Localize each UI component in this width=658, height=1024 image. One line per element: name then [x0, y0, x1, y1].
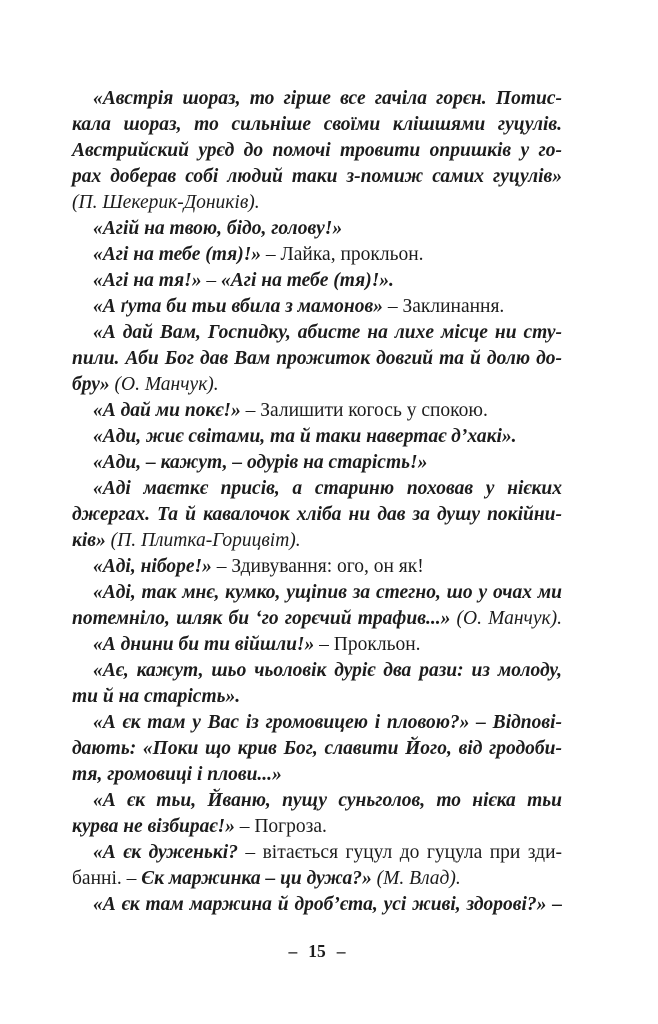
text-line [72, 892, 562, 918]
page-number-label: – 15 – [288, 941, 346, 961]
text-segment: (О. Манчук). [114, 374, 219, 395]
text-line [72, 216, 562, 242]
text-segment: Єк маржинка – ци дужа?» [141, 868, 377, 889]
text-segment: – [206, 270, 221, 291]
text-segment: – Заклинання. [387, 296, 505, 317]
text-segment: ти й на старість». [72, 686, 241, 707]
text-segment: «А дай Вам, Госпидку, абисте на лихе місце ни сту- [93, 322, 562, 343]
text-segment: ків» [72, 530, 111, 551]
text-segment: тя, громовиці і плови...» [72, 764, 282, 785]
text-segment: «Ади, – кажут, – одурів на старість!» [93, 452, 428, 473]
text-line [72, 398, 562, 424]
text-segment: «А єк дуженькі? [93, 842, 246, 863]
text-segment: «А дай ми покє!» [93, 400, 246, 421]
text-line [72, 528, 562, 554]
text-line [72, 840, 562, 866]
text-segment: «А ґута би тьи вбила з мамонов» [93, 296, 388, 317]
text-line [72, 242, 562, 268]
text-line [72, 710, 562, 736]
text-segment: потемніло, шляк би ‘го горєчий трафив...» [72, 608, 457, 629]
text-segment: «Аді маєткє присів, а стариню поховав у нієких [93, 478, 562, 499]
text-segment: – Лайка, прокльон. [265, 244, 424, 265]
text-line [72, 86, 562, 112]
text-line [72, 476, 562, 502]
text-line [72, 606, 562, 632]
text-segment: (М. Влад). [376, 868, 461, 889]
text-segment: дають: «Поки що крив Бог, славити Його, від гродоби- [72, 738, 562, 759]
text-segment: «Австрія шораз, то гірше все гачіла горєн. Потис- [93, 88, 562, 109]
text-line [72, 814, 562, 840]
text-segment: – Залишити когось у спокою. [245, 400, 488, 421]
page-text [72, 86, 562, 918]
text-line [72, 658, 562, 684]
text-segment: кала шораз, то сильніше своїми клішшями гуцулів. [72, 114, 562, 135]
text-segment: – вітається гуцул до гуцула при зди- [245, 842, 563, 863]
text-segment: – Здивування: ого, он як! [216, 556, 424, 577]
text-line [72, 762, 562, 788]
text-segment: «А днини би ти війшли!» [93, 634, 320, 655]
text-segment: «Ає, кажут, шьо чьоловік дуріє два рази: из молоду, [93, 660, 562, 681]
text-segment: – Прокльон. [319, 634, 421, 655]
text-segment: рах доберав собі людий таки з-помиж самих гуцулів» [72, 166, 562, 187]
text-segment: – Погроза. [239, 816, 327, 837]
text-line [72, 138, 562, 164]
text-line [72, 450, 562, 476]
text-segment: бру» [72, 374, 115, 395]
text-segment: «Ади, жиє світами, та й таки навертає д’хакі». [93, 426, 517, 447]
text-segment: (П. Шекерик-Доників). [72, 192, 260, 213]
text-line [72, 684, 562, 710]
text-segment: «Аді, так мнє, кумко, ущіпив за стегно, шо у очах ми [93, 582, 562, 603]
text-segment: Австрийский урєд до помочі тровити опришків у го- [72, 140, 562, 161]
text-segment: банні. – [72, 868, 142, 889]
page-number [72, 941, 562, 962]
text-segment: «А єк там маржина й дроб’єта, усі живі, здорові?» – [93, 894, 562, 915]
text-line [72, 268, 562, 294]
text-segment: курва не візбирає!» [72, 816, 240, 837]
text-line [72, 320, 562, 346]
text-line [72, 190, 562, 216]
text-line [72, 164, 562, 190]
text-line [72, 788, 562, 814]
text-line [72, 736, 562, 762]
text-segment: «Агій на твою, бідо, голову!» [93, 218, 343, 239]
text-line [72, 424, 562, 450]
text-segment: (О. Манчук). [456, 608, 562, 629]
text-line [72, 632, 562, 658]
text-segment: «А єк тьи, Йваню, пущу суньголов, то нієка тьи [93, 790, 562, 811]
text-line [72, 554, 562, 580]
text-line [72, 346, 562, 372]
text-segment: «Агі на тебе (тя)!» [93, 244, 266, 265]
text-line [72, 866, 562, 892]
text-line [72, 502, 562, 528]
text-segment: «Агі на тя!» [93, 270, 207, 291]
text-segment: (П. Плитка-Горицвіт). [110, 530, 301, 551]
text-line [72, 294, 562, 320]
text-segment: «А єк там у Вас із громовицею і пловою?» – Відпові- [93, 712, 562, 733]
text-line [72, 372, 562, 398]
text-segment: «Агі на тебе (тя)!». [221, 270, 394, 291]
text-line [72, 112, 562, 138]
text-segment: «Аді, ніборе!» [93, 556, 217, 577]
text-line [72, 580, 562, 606]
text-segment: пили. Аби Бог дав Вам прожиток довгий та й долю до- [72, 348, 562, 369]
text-segment: джергах. Та й кавалочок хліба ни дав за душу покійни- [72, 504, 562, 525]
